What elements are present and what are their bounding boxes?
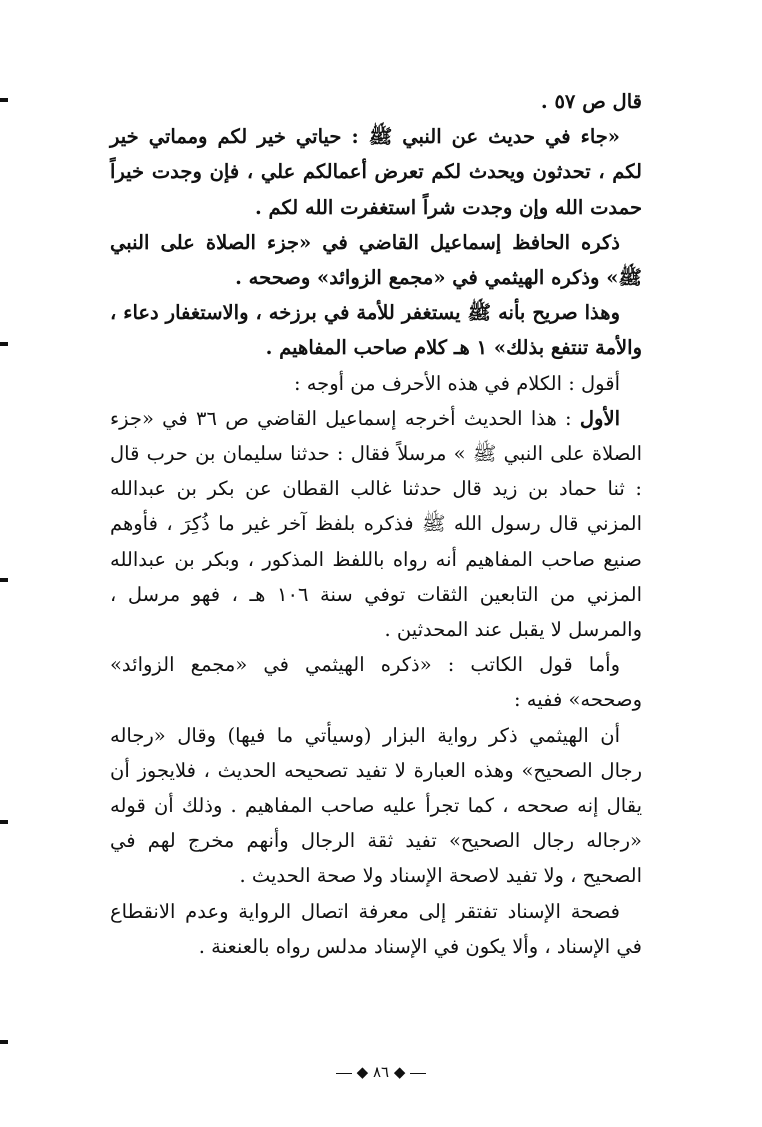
quoted-hadith-paragraph: «جاء في حديث عن النبي ﷺ : حياتي خير لكم ومماتي خير لكم ، تحدثون ويحدث لكم تعرض أعمالكم علي ، فإن وجدت خيراً حمدت الله وإن وجدت شراً استغفرت الله لكم . [110,125,642,219]
haythami-paragraph: أن الهيثمي ذكر رواية البزار (وسيأتي ما فيها) وقال «رجاله رجال الصحيح» وهذه العبارة لا تفيد تصحيحه الحديث ، فلايجوز أن يقال إنه صححه ، كما تجرأ عليه صاحب المفاهيم . وذلك أن قوله «رجاله رجال الصحيح» تفيد ثقة الرجال وأنهم مخرج لهم في الصحيح ، ولا تفيد لاصحة الإسناد ولا صحة الحديث . [110,723,642,888]
first-point-lead: الأول [579,406,620,430]
margin-mark [0,578,8,582]
margin-mark [0,1040,8,1044]
margin-mark [0,820,8,824]
writer-statement-paragraph: وأما قول الكاتب : «ذكره الهيثمي في «مجمع الزوائد» وصححه» ففيه : [110,653,642,712]
margin-mark [0,342,8,346]
footer-dash [336,1073,352,1074]
footer-ornament-left: ◆ [356,1063,369,1081]
footer-dash [410,1073,426,1074]
page-number: ٨٦ [372,1063,390,1081]
heading-reference: قال ص ٥٧ . [540,90,642,113]
source-paragraph: ذكره الحافظ إسماعيل القاضي في «جزء الصلاة على النبي ﷺ» وذكره الهيثمي في «مجمع الزوائد» وصححه . [110,230,642,290]
first-point-paragraph [110,401,642,647]
isnad-paragraph: فصحة الإسناد تفتقر إلى معرفة اتصال الرواية وعدم الانقطاع في الإسناد ، وألا يكون في الإسناد مدلس رواه بالعنعنة . [110,899,642,958]
footer-ornament-right: ◆ [393,1063,406,1081]
page-footer [0,1063,762,1081]
claim-paragraph: وهذا صريح بأنه ﷺ يستغفر للأمة في برزخه ، والاستغفار دعاء ، والأمة تنتفع بذلك» ١ هـ كلام صاحب المفاهيم . [110,301,642,360]
document-page [110,84,642,964]
first-point-text: : هذا الحديث أخرجه إسماعيل القاضي ص ٣٦ في «جزء الصلاة على النبي ﷺ » مرسلاً فقال : حدثنا سليمان بن حرب قال : ثنا حماد بن زيد قال حدثنا غالب القطان عن بكر بن عبدالله المزني قال رسول الله ﷺ فذكره بلفظ آخر غير ما ذُكِرَ ، فأوهم صنيع صاحب المفاهيم أنه رواه باللفظ المذكور ، وبكر بن عبدالله المزني من التابعين الثقات توفي سنة ١٠٦ هـ ، فهو مرسل ، والمرسل لا يقبل عند المحدثين . [110,406,642,642]
response-intro-paragraph: أقول : الكلام في هذه الأحرف من أوجه : [293,371,620,395]
margin-mark [0,98,8,102]
